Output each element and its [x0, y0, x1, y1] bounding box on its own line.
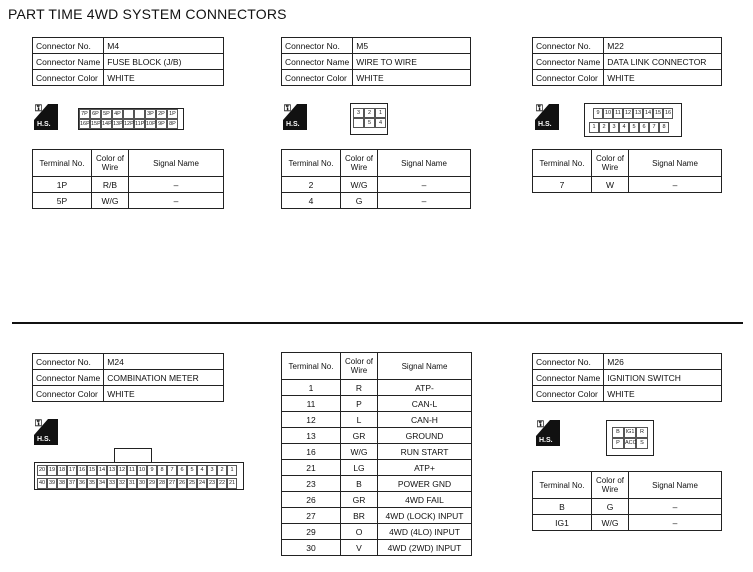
connector-pin: 2P: [156, 109, 167, 119]
connector-pin: 16P: [80, 121, 90, 127]
connector-pin: 10P: [146, 121, 156, 127]
terminal-table-m22: [532, 149, 722, 193]
label-connector-no: Connector No.: [33, 354, 104, 370]
table-row: [282, 177, 471, 193]
connector-pin: 9: [147, 465, 157, 476]
connector-pin: 29: [147, 478, 157, 489]
signal-name-cell: –: [629, 499, 722, 515]
connector-name-value: DATA LINK CONNECTOR: [604, 54, 722, 70]
wire-color-cell: W/G: [92, 193, 129, 209]
terminal-no-cell: 1: [282, 380, 341, 396]
connector-pin: 7: [649, 122, 659, 133]
connector-pin: 35: [87, 478, 97, 489]
connector-pin: 15P: [91, 121, 101, 127]
connector-pin: 12: [623, 108, 633, 119]
terminal-table-m4: [32, 149, 224, 209]
connector-pin: [134, 109, 145, 119]
wire-color-cell: BR: [341, 508, 378, 524]
label-connector-color: Connector Color: [533, 386, 604, 402]
header-signal-name: Signal Name: [378, 353, 472, 380]
table-row: [282, 540, 472, 556]
connector-pin: ACC: [624, 438, 636, 449]
connector-no-value: M22: [604, 38, 722, 54]
label-connector-name: Connector Name: [533, 370, 604, 386]
connector-pin: 8: [157, 465, 167, 476]
label-connector-color: Connector Color: [282, 70, 353, 86]
connector-pin: 31: [127, 478, 137, 489]
table-row: [282, 492, 472, 508]
table-row: [282, 380, 472, 396]
connector-pin: S: [636, 438, 648, 449]
signal-name-cell: ATP-: [378, 380, 472, 396]
table-row: [33, 193, 224, 209]
header-wire-color: Color of Wire: [341, 353, 378, 380]
connector-pin: 6P: [90, 109, 101, 119]
connector-pin: 6: [639, 122, 649, 133]
connector-pin: IG1: [624, 427, 636, 438]
connector-pin: 10: [603, 108, 613, 119]
signal-name-cell: 4WD (2WD) INPUT: [378, 540, 472, 556]
wire-color-cell: R/B: [92, 177, 129, 193]
connector-pin: 25: [187, 478, 197, 489]
connector-pin: 36: [77, 478, 87, 489]
connector-pin: 26: [177, 478, 187, 489]
label-connector-name: Connector Name: [33, 370, 104, 386]
connector-pin: 7: [167, 465, 177, 476]
connector-no-value: M4: [104, 38, 224, 54]
signal-name-cell: 4WD FAIL: [378, 492, 472, 508]
connector-pin: 9: [593, 108, 603, 119]
connector-pin: 38: [57, 478, 67, 489]
terminal-no-cell: 27: [282, 508, 341, 524]
connector-pin: 3: [207, 465, 217, 476]
connector-pin: 37: [67, 478, 77, 489]
header-wire-color: Color of Wire: [592, 472, 629, 499]
header-signal-name: Signal Name: [629, 472, 722, 499]
connector-pin: 18: [57, 465, 67, 476]
label-connector-name: Connector Name: [33, 54, 104, 70]
section-divider: [12, 322, 743, 324]
terminal-no-cell: 26: [282, 492, 341, 508]
connector-pin: 40: [37, 478, 47, 489]
connector-pin: 15: [653, 108, 663, 119]
connector-pin: 5P: [101, 109, 112, 119]
connector-info-m5: [281, 37, 471, 86]
connector-pin: 14P: [102, 121, 112, 127]
terminal-no-cell: 5P: [33, 193, 92, 209]
wire-color-cell: R: [341, 380, 378, 396]
connector-pin: 33: [107, 478, 117, 489]
connector-pin: P: [612, 438, 624, 449]
connector-pin: 14: [643, 108, 653, 119]
terminal-no-cell: 23: [282, 476, 341, 492]
connector-pin: 22: [217, 478, 227, 489]
table-row: [33, 177, 224, 193]
connector-no-value: M5: [353, 38, 471, 54]
wire-color-cell: G: [341, 193, 378, 209]
table-row: [282, 428, 472, 444]
wire-color-cell: W/G: [592, 515, 629, 531]
terminal-table-m26: [532, 471, 722, 531]
connector-pin: 16: [663, 108, 673, 119]
connector-pin: 13P: [113, 121, 123, 127]
connector-pin: R: [636, 427, 648, 438]
signal-name-cell: 4WD (LOCK) INPUT: [378, 508, 472, 524]
header-terminal-no: Terminal No.: [533, 150, 592, 177]
connector-pin: 19: [47, 465, 57, 476]
connector-diagram-m4: [78, 108, 184, 130]
terminal-no-cell: 11: [282, 396, 341, 412]
signal-name-cell: GROUND: [378, 428, 472, 444]
label-connector-no: Connector No.: [282, 38, 353, 54]
connector-pin: 11P: [135, 121, 145, 127]
terminal-no-cell: B: [533, 499, 592, 515]
signal-name-cell: –: [629, 177, 722, 193]
wire-color-cell: GR: [341, 492, 378, 508]
signal-name-cell: POWER GND: [378, 476, 472, 492]
connector-name-value: IGNITION SWITCH: [604, 370, 722, 386]
wire-color-cell: P: [341, 396, 378, 412]
header-terminal-no: Terminal No.: [282, 353, 341, 380]
header-terminal-no: Terminal No.: [282, 150, 341, 177]
connector-pin: 10: [137, 465, 147, 476]
terminal-no-cell: 30: [282, 540, 341, 556]
wire-color-cell: W: [592, 177, 629, 193]
wire-color-cell: G: [592, 499, 629, 515]
connector-pin: 1: [375, 108, 386, 118]
signal-name-cell: RUN START: [378, 444, 472, 460]
connector-pin: 2: [364, 108, 375, 118]
connector-info-m24: [32, 353, 224, 402]
connector-pin: 28: [157, 478, 167, 489]
connector-pin: 24: [197, 478, 207, 489]
connector-pin: 4: [619, 122, 629, 133]
header-wire-color: Color of Wire: [592, 150, 629, 177]
header-signal-name: Signal Name: [629, 150, 722, 177]
connector-pin: 13: [107, 465, 117, 476]
terminal-no-cell: 2: [282, 177, 341, 193]
terminal-no-cell: 16: [282, 444, 341, 460]
terminal-no-cell: 12: [282, 412, 341, 428]
terminal-no-cell: 1P: [33, 177, 92, 193]
connector-no-value: M24: [104, 354, 224, 370]
connector-pin: 13: [633, 108, 643, 119]
terminal-no-cell: 7: [533, 177, 592, 193]
signal-name-cell: –: [129, 193, 224, 209]
header-signal-name: Signal Name: [129, 150, 224, 177]
connector-pin: 3: [609, 122, 619, 133]
connector-pin: 8: [659, 122, 669, 133]
wire-color-cell: W/G: [341, 444, 378, 460]
table-row: [282, 508, 472, 524]
label-connector-name: Connector Name: [282, 54, 353, 70]
harness-side-icon: ⚿ H.S.: [535, 104, 559, 130]
header-terminal-no: Terminal No.: [533, 472, 592, 499]
connector-pin: 1: [227, 465, 237, 476]
connector-pin: 27: [167, 478, 177, 489]
connector-pin: 21: [227, 478, 237, 489]
wire-color-cell: LG: [341, 460, 378, 476]
signal-name-cell: 4WD (4LO) INPUT: [378, 524, 472, 540]
header-wire-color: Color of Wire: [341, 150, 378, 177]
table-row: [282, 396, 472, 412]
connector-color-value: WHITE: [104, 386, 224, 402]
connector-color-value: WHITE: [104, 70, 224, 86]
connector-pin: 17: [67, 465, 77, 476]
connector-pin: 20: [37, 465, 47, 476]
connector-color-value: WHITE: [353, 70, 471, 86]
signal-name-cell: –: [629, 515, 722, 531]
connector-pin: 4: [197, 465, 207, 476]
label-connector-color: Connector Color: [33, 386, 104, 402]
page-title: PART TIME 4WD SYSTEM CONNECTORS: [8, 6, 287, 22]
connector-pin: 2: [217, 465, 227, 476]
connector-pin: 34: [97, 478, 107, 489]
table-row: [282, 524, 472, 540]
connector-name-value: FUSE BLOCK (J/B): [104, 54, 224, 70]
connector-color-value: WHITE: [604, 70, 722, 86]
terminal-table-m5: [281, 149, 471, 209]
harness-side-icon: ⚿ H.S.: [34, 104, 58, 130]
table-row: [282, 460, 472, 476]
connector-info-m22: [532, 37, 722, 86]
connector-name-value: COMBINATION METER: [104, 370, 224, 386]
connector-pin: 1P: [167, 109, 178, 119]
wire-color-cell: V: [341, 540, 378, 556]
connector-info-m4: [32, 37, 224, 86]
table-row: [282, 412, 472, 428]
table-row: [282, 444, 472, 460]
table-row: [533, 499, 722, 515]
label-connector-color: Connector Color: [533, 70, 604, 86]
connector-pin: 11: [613, 108, 623, 119]
terminal-no-cell: 4: [282, 193, 341, 209]
header-wire-color: Color of Wire: [92, 150, 129, 177]
terminal-table-m24: [281, 352, 472, 556]
table-row: [282, 476, 472, 492]
connector-pin: 23: [207, 478, 217, 489]
wire-color-cell: L: [341, 412, 378, 428]
harness-side-icon: ⚿ H.S.: [34, 419, 58, 445]
connector-pin: 32: [117, 478, 127, 489]
label-connector-color: Connector Color: [33, 70, 104, 86]
terminal-no-cell: IG1: [533, 515, 592, 531]
connector-pin: [123, 109, 134, 119]
connector-pin: 14: [97, 465, 107, 476]
wire-color-cell: O: [341, 524, 378, 540]
connector-pin: 12P: [124, 121, 134, 127]
connector-pin: 3P: [145, 109, 156, 119]
signal-name-cell: –: [129, 177, 224, 193]
table-row: [533, 177, 722, 193]
header-terminal-no: Terminal No.: [33, 150, 92, 177]
connector-pin: [353, 118, 364, 128]
connector-diagram-m24: [34, 462, 244, 490]
wire-color-cell: B: [341, 476, 378, 492]
connector-pin: 1: [589, 122, 599, 133]
connector-color-value: WHITE: [604, 386, 722, 402]
connector-pin: 3: [353, 108, 364, 118]
table-row: [282, 193, 471, 209]
connector-pin: 6: [177, 465, 187, 476]
signal-name-cell: –: [378, 193, 471, 209]
terminal-no-cell: 13: [282, 428, 341, 444]
connector-pin: 5: [187, 465, 197, 476]
connector-diagram-m22: [584, 103, 682, 137]
connector-pin: 7P: [79, 109, 90, 119]
connector-pin: 30: [137, 478, 147, 489]
terminal-no-cell: 21: [282, 460, 341, 476]
connector-pin: 5: [629, 122, 639, 133]
signal-name-cell: CAN-L: [378, 396, 472, 412]
connector-pin: 16: [77, 465, 87, 476]
signal-name-cell: CAN-H: [378, 412, 472, 428]
label-connector-name: Connector Name: [533, 54, 604, 70]
connector-pin: 15: [87, 465, 97, 476]
connector-pin: 39: [47, 478, 57, 489]
connector-pin: B: [612, 427, 624, 438]
connector-diagram-m5: [350, 103, 388, 135]
signal-name-cell: –: [378, 177, 471, 193]
harness-side-icon: ⚿ H.S.: [536, 420, 560, 446]
table-row: [533, 515, 722, 531]
connector-pin: 12: [117, 465, 127, 476]
label-connector-no: Connector No.: [533, 354, 604, 370]
connector-pin: 4: [375, 118, 386, 128]
connector-info-m26: [532, 353, 722, 402]
connector-latch: [114, 448, 152, 463]
connector-pin: 8P: [167, 119, 178, 129]
wire-color-cell: GR: [341, 428, 378, 444]
terminal-no-cell: 29: [282, 524, 341, 540]
connector-diagram-m26: [606, 420, 654, 456]
connector-pin: 2: [599, 122, 609, 133]
connector-pin: 5: [364, 118, 375, 128]
connector-no-value: M26: [604, 354, 722, 370]
harness-side-icon: ⚿ H.S.: [283, 104, 307, 130]
connector-pin: 9P: [156, 119, 167, 129]
signal-name-cell: ATP+: [378, 460, 472, 476]
label-connector-no: Connector No.: [33, 38, 104, 54]
connector-name-value: WIRE TO WIRE: [353, 54, 471, 70]
connector-pin: 11: [127, 465, 137, 476]
label-connector-no: Connector No.: [533, 38, 604, 54]
connector-pin: 4P: [112, 109, 123, 119]
header-signal-name: Signal Name: [378, 150, 471, 177]
wire-color-cell: W/G: [341, 177, 378, 193]
